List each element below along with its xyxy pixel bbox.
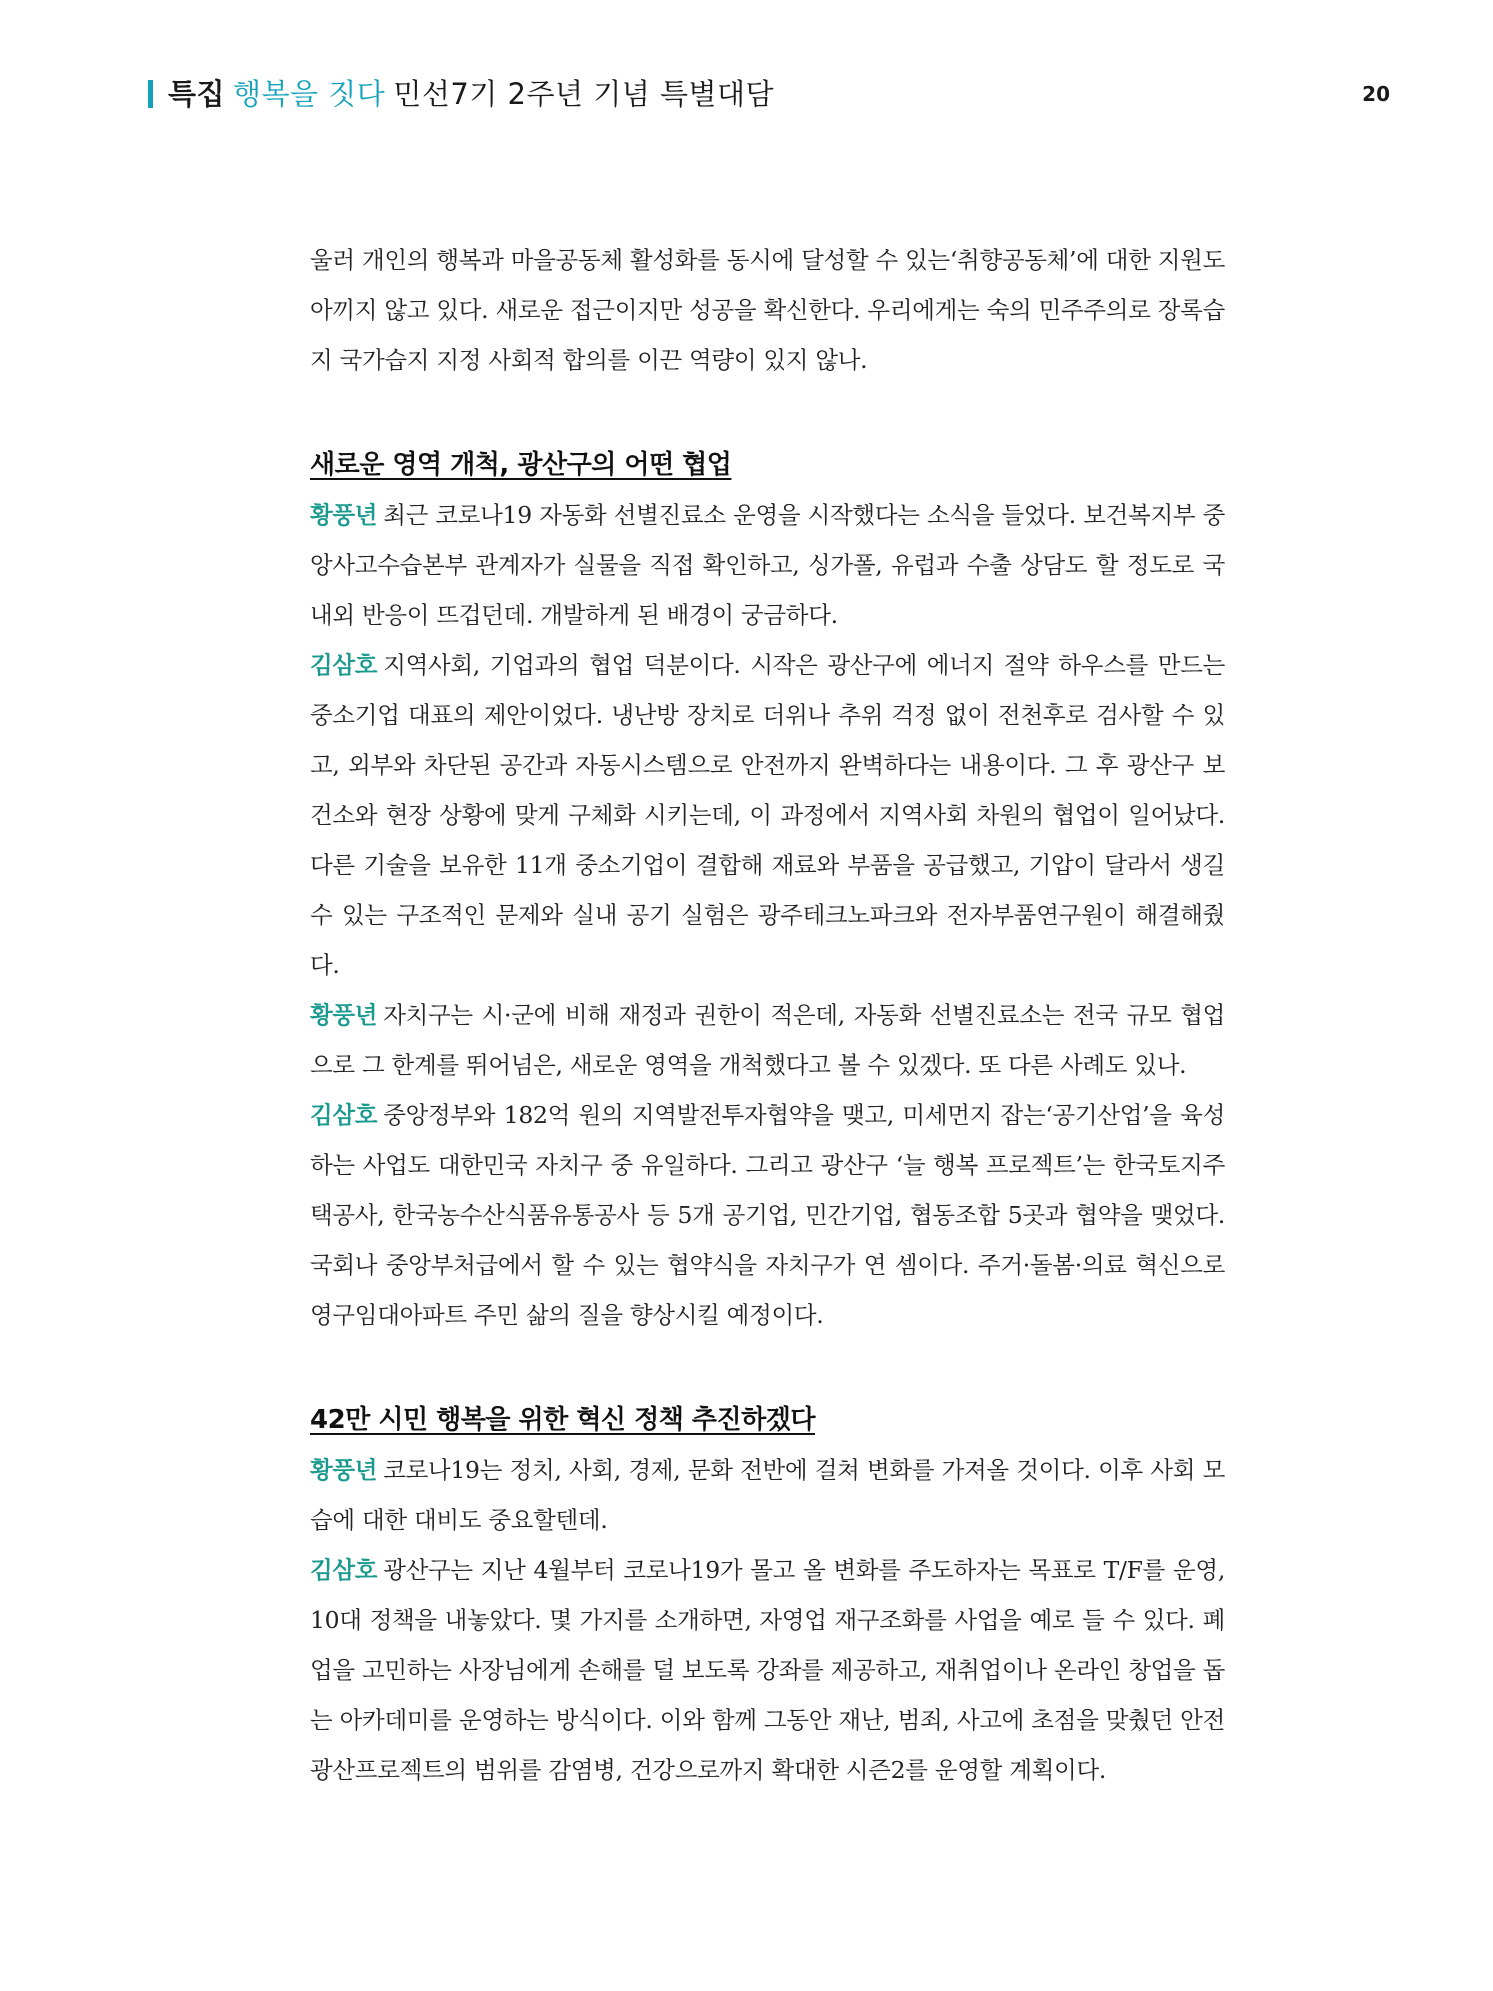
dialogue-paragraph	[310, 1090, 1225, 1340]
header-title	[168, 74, 774, 114]
header-accent-bar	[148, 80, 153, 108]
header-accent-text: 행복을 짓다	[233, 77, 386, 111]
speaker-name: 황풍년	[310, 501, 378, 529]
dialogue-paragraph	[310, 1445, 1225, 1545]
header-label: 특집	[168, 77, 226, 111]
dialogue-text: 지역사회, 기업과의 협업 덕분이다. 시작은 광산구에 에너지 절약 하우스를 만드는 중소기업 대표의 제안이었다. 냉난방 장치로 더위나 추위 걱정 없이 전천후로 검사할 수 있고, 외부와 차단된 공간과 자동시스템으로 안전까지 완벽하다는 내용이다. 그 후 광산구 보건소와 현장 상황에 맞게 구체화 시키는데, 이 과정에서 지역사회 차원의 협업이 일어났다. 다른 기술을 보유한 11개 중소기업이 결합해 재료와 부품을 공급했고, 기압이 달라서 생길 수 있는 구조적인 문제와 실내 공기 실험은 광주테크노파크와 전자부품연구원이 해결해줬다.	[310, 651, 1225, 979]
speaker-name: 황풍년	[310, 1456, 378, 1484]
dialogue-text: 광산구는 지난 4월부터 코로나19가 몰고 올 변화를 주도하자는 목표로 T/F를 운영, 10대 정책을 내놓았다. 몇 가지를 소개하면, 자영업 재구조화를 사업을 예로 들 수 있다. 폐업을 고민하는 사장님에게 손해를 덜 보도록 강좌를 제공하고, 재취업이나 온라인 창업을 돕는 아카데미를 운영하는 방식이다. 이와 함께 그동안 재난, 범죄, 사고에 초점을 맞췄던 안전광산프로젝트의 범위를 감염병, 건강으로까지 확대한 시즌2를 운영할 계획이다.	[310, 1556, 1225, 1784]
section-title: 새로운 영역 개척, 광산구의 어떤 협업	[310, 450, 732, 480]
dialogue-paragraph	[310, 640, 1225, 990]
speaker-name: 김삼호	[310, 1101, 378, 1129]
section-innovation-policy	[310, 1395, 1225, 1795]
section-collaboration	[310, 440, 1225, 1340]
dialogue-text: 중앙정부와 182억 원의 지역발전투자협약을 맺고, 미세먼지 잡는‘공기산업’을 육성하는 사업도 대한민국 자치구 중 유일하다. 그리고 광산구 ‘늘 행복 프로젝트’는 한국토지주택공사, 한국농수산식품유통공사 등 5개 공기업, 민간기업, 협동조합 5곳과 협약을 맺었다. 국회나 중앙부처급에서 할 수 있는 협약식을 자치구가 연 셈이다. 주거·돌봄·의료 혁신으로 영구임대아파트 주민 삶의 질을 향상시킬 예정이다.	[310, 1101, 1225, 1329]
speaker-name: 김삼호	[310, 1556, 378, 1584]
speaker-name: 황풍년	[310, 1001, 378, 1029]
dialogue-text: 자치구는 시·군에 비해 재정과 권한이 적은데, 자동화 선별진료소는 전국 규모 협업으로 그 한계를 뛰어넘은, 새로운 영역을 개척했다고 볼 수 있겠다. 또 다른 사례도 있나.	[310, 1001, 1225, 1079]
dialogue-paragraph	[310, 1545, 1225, 1795]
header-subtitle: 민선7기 2주년 기념 특별대담	[393, 77, 775, 111]
section-title: 42만 시민 행복을 위한 혁신 정책 추진하겠다	[310, 1405, 815, 1435]
page-header	[140, 74, 1390, 114]
dialogue-paragraph	[310, 490, 1225, 640]
page-number: 20	[1362, 82, 1390, 106]
dialogue-paragraph	[310, 990, 1225, 1090]
intro-paragraph: 울러 개인의 행복과 마을공동체 활성화를 동시에 달성할 수 있는‘취향공동체’에 대한 지원도 아끼지 않고 있다. 새로운 접근이지만 성공을 확신한다. 우리에게는 숙의 민주주의로 장록습지 국가습지 지정 사회적 합의를 이끈 역량이 있지 않나.	[310, 246, 1225, 374]
dialogue-text: 코로나19는 정치, 사회, 경제, 문화 전반에 걸쳐 변화를 가져올 것이다. 이후 사회 모습에 대한 대비도 중요할텐데.	[310, 1456, 1225, 1534]
dialogue-text: 최근 코로나19 자동화 선별진료소 운영을 시작했다는 소식을 들었다. 보건복지부 중앙사고수습본부 관계자가 실물을 직접 확인하고, 싱가폴, 유럽과 수출 상담도 할 정도로 국내외 반응이 뜨겁던데. 개발하게 된 배경이 궁금하다.	[310, 501, 1225, 629]
speaker-name: 김삼호	[310, 651, 378, 679]
article-body	[310, 235, 1225, 1850]
